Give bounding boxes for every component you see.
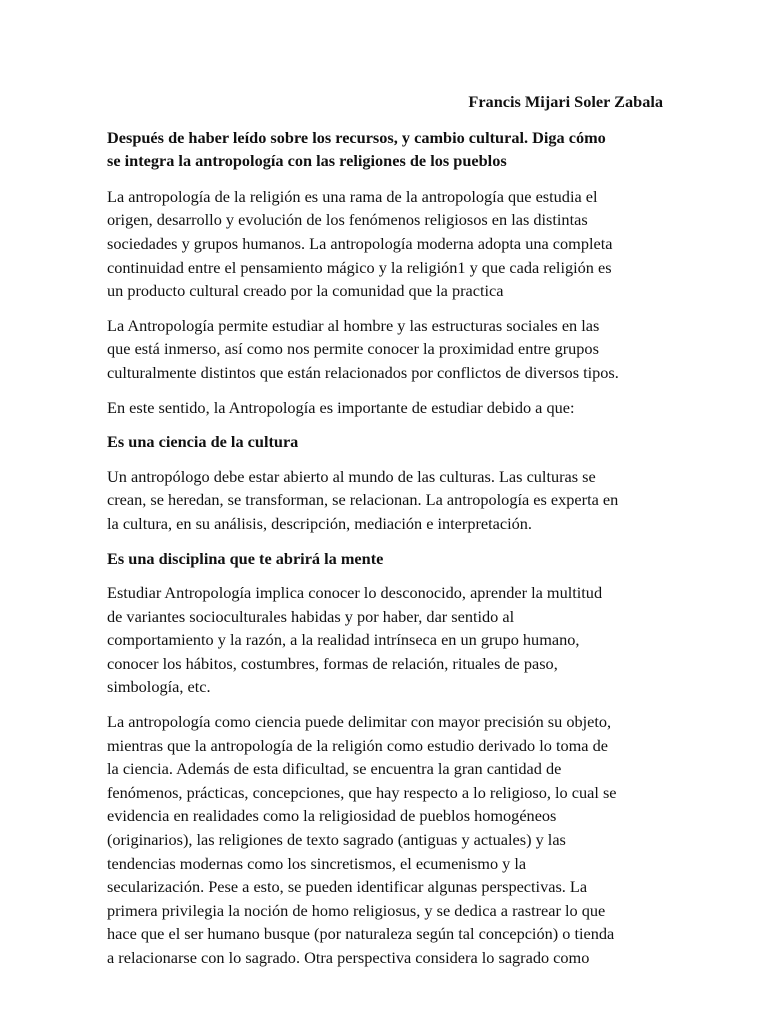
text-line: la ciencia. Además de esta dificultad, se encuentra la gran cantidad de xyxy=(107,759,562,779)
text-line: la cultura, en su análisis, descripción, mediación e interpretación. xyxy=(107,513,532,533)
text-line: origen, desarrollo y evolución de los fenómenos religiosos en las distintas xyxy=(107,210,588,230)
question-heading xyxy=(107,126,663,173)
paragraph-culture xyxy=(107,465,663,536)
text-line: comportamiento y la razón, a la realidad intrínseca en un grupo humano, xyxy=(107,630,580,650)
text-line: secularización. Pese a esto, se pueden identificar algunas perspectivas. La xyxy=(107,877,588,897)
text-line: La Antropología permite estudiar al hombre y las estructuras sociales en las xyxy=(107,315,600,335)
text-line: La antropología como ciencia puede delimitar con mayor precisión su objeto, xyxy=(107,712,612,732)
document-page xyxy=(107,90,663,981)
text-line: La antropología de la religión es una rama de la antropología que estudia el xyxy=(107,186,598,206)
text-line: tendencias modernas como los sincretismos, el ecumenismo y la xyxy=(107,853,527,873)
text-line: primera privilegia la noción de homo religiosus, y se dedica a rastrear lo que xyxy=(107,900,606,920)
text-line: de variantes socioculturales habidas y por haber, dar sentido al xyxy=(107,606,515,626)
text-line: (originarios), las religiones de texto sagrado (antiguas y actuales) y las xyxy=(107,830,566,850)
text-line: Estudiar Antropología implica conocer lo desconocido, aprender la multitud xyxy=(107,583,603,603)
paragraph-perspectives xyxy=(107,710,663,970)
paragraph-religion-anthropology xyxy=(107,185,663,303)
text-line: crean, se heredan, se transforman, se relacionan. La antropología es experta en xyxy=(107,490,619,510)
text-line: En este sentido, la Antropología es importante de estudiar debido a que: xyxy=(107,397,575,417)
text-line: fenómenos, prácticas, concepciones, que hay respecto a lo religioso, lo cual se xyxy=(107,782,617,802)
author-name: Francis Mijari Soler Zabala xyxy=(468,92,663,111)
question-line: Después de haber leído sobre los recursos, y cambio cultural. Diga cómo xyxy=(107,127,606,147)
text-line: conocer los hábitos, costumbres, formas de relación, rituales de paso, xyxy=(107,653,558,673)
text-line: evidencia en realidades como la religiosidad de pueblos homogéneos xyxy=(107,806,557,826)
text-line: Un antropólogo debe estar abierto al mundo de las culturas. Las culturas se xyxy=(107,466,596,486)
text-line: hace que el ser humano busque (por naturaleza según tal concepción) o tienda xyxy=(107,924,615,944)
text-line: culturalmente distintos que están relacionados por conflictos de diversos tipos. xyxy=(107,362,619,382)
text-line: mientras que la antropología de la religión como estudio derivado lo toma de xyxy=(107,735,608,755)
question-line: se integra la antropología con las religiones de los pueblos xyxy=(107,151,507,171)
text-line: simbología, etc. xyxy=(107,677,211,697)
text-line: un producto cultural creado por la comunidad que la practica xyxy=(107,281,504,301)
paragraph-study-anthropology xyxy=(107,581,663,699)
paragraph-importance xyxy=(107,396,663,420)
section-heading-culture: Es una ciencia de la cultura xyxy=(107,432,299,452)
text-line: que está inmerso, así como nos permite conocer la proximidad entre grupos xyxy=(107,339,599,359)
text-line: a relacionarse con lo sagrado. Otra perspectiva considera lo sagrado como xyxy=(107,948,590,967)
text-line: continuidad entre el pensamiento mágico y la religión1 y que cada religión es xyxy=(107,257,612,277)
paragraph-study-of-man xyxy=(107,314,663,385)
text-line: sociedades y grupos humanos. La antropología moderna adopta una completa xyxy=(107,233,613,253)
section-heading-open-mind: Es una disciplina que te abrirá la mente xyxy=(107,548,384,568)
